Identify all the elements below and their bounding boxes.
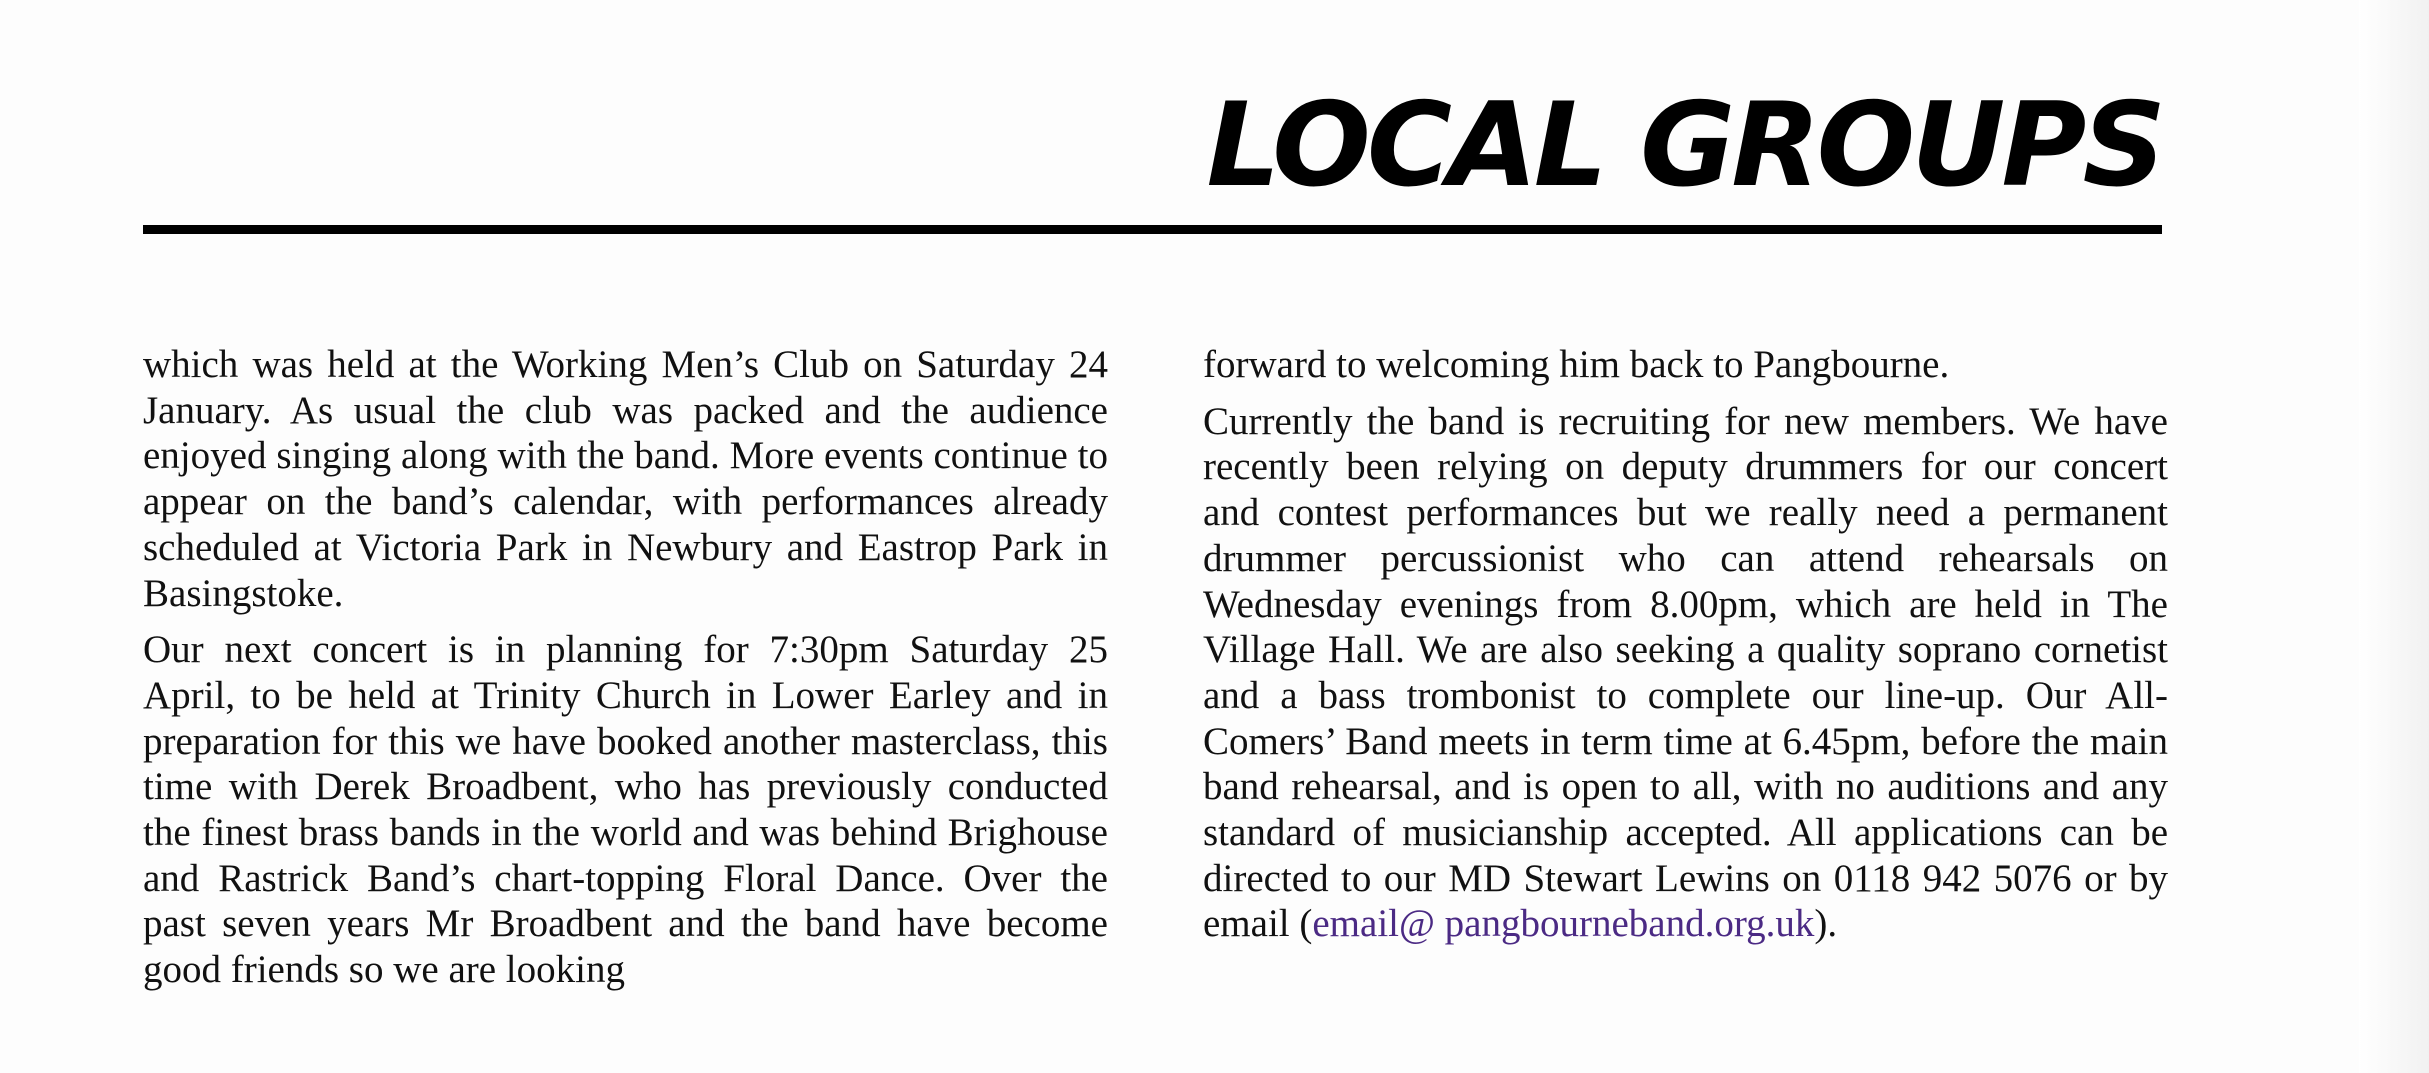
right-paragraph-2 — [1203, 399, 2168, 947]
right-paragraph-2-text: Currently the band is recruiting for new members. We have recently been relying on deputy drummers for our concert and contest performances but we really need a permanent drummer percussionist who can attend rehearsals on Wednesday evenings from 8.00pm, which are held in The Village Hall. We are also seeking a quality soprano cornetist and a bass trombonist to complete our line-up. Our All-Comers’ Band meets in term time at 6.45pm, before the main band rehearsal, and is open to all, with no auditions and any standard of musicianship accepted. All applications can be directed to our MD Stewart Lewins on 0118 942 5076 or by email ( — [1203, 399, 2168, 946]
header-divider — [143, 225, 2162, 234]
article-left-column — [143, 342, 1108, 1004]
page-edge-shadow — [2359, 0, 2429, 1073]
left-paragraph-1: which was held at the Working Men’s Club on Saturday 24 January. As usual the club was packed and the audience enjoyed singing along with the band. More events continue to appear on the band’s calendar, with performances already scheduled at Victoria Park in Newbury and Eastrop Park in Basingstoke. — [143, 343, 1108, 615]
right-paragraph-2-end: ). — [1814, 902, 1838, 946]
article-right-column — [1203, 342, 2168, 958]
email-link[interactable]: email@ pangbourneband.org.uk — [1312, 902, 1815, 946]
right-paragraph-1: forward to welcoming him back to Pangbourne. — [1203, 343, 1950, 386]
section-title: LOCAL GROUPS — [1206, 78, 2162, 213]
left-paragraph-2: Our next concert is in planning for 7:30pm Saturday 25 April, to be held at Trinity Church in Lower Earley and in preparation for this we have booked another masterclass, this time with Derek Broadbent, who has previously conducted the finest brass bands in the world and was behind Brighouse and Rastrick Band’s chart-topping Floral Dance. Over the past seven years Mr Broadbent and the band have become good friends so we are looking — [143, 628, 1108, 992]
